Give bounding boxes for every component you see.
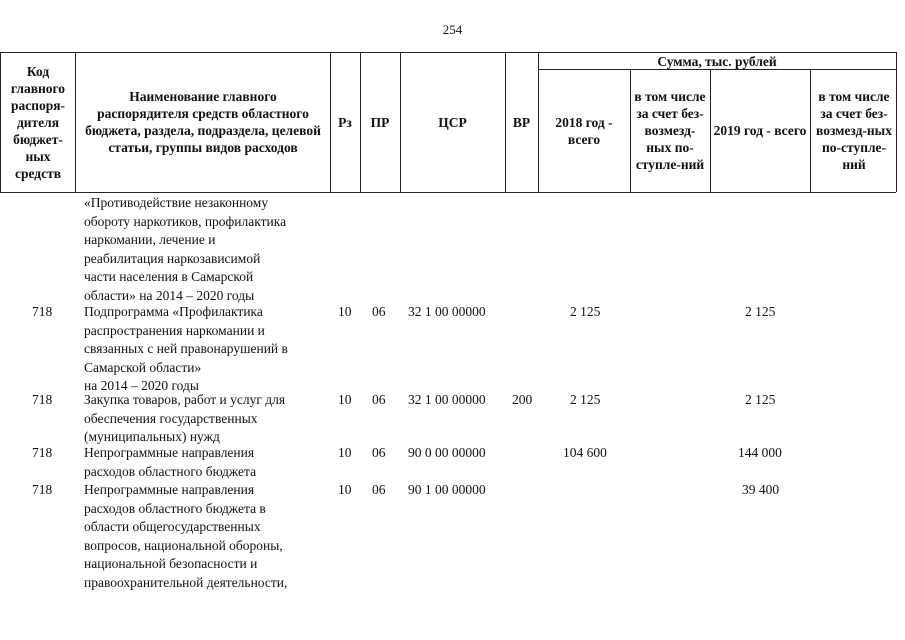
header-2019: 2019 год - всего — [713, 123, 807, 138]
row-sum-2019: 144 000 — [738, 445, 782, 460]
divider — [896, 52, 897, 192]
row-vr: 200 — [512, 392, 533, 407]
divider — [630, 69, 631, 192]
row-csr: 90 0 00 00000 — [408, 445, 486, 460]
divider — [810, 69, 811, 192]
row-code: 718 — [32, 392, 53, 407]
row-rz: 10 — [338, 445, 352, 460]
header-code: Код главного распоря-дителя бюджет-ных средств — [10, 63, 66, 181]
row-code: 718 — [32, 304, 53, 319]
row-rz: 10 — [338, 392, 352, 407]
row-name: Непрограммные направления расходов областного бюджета в области общегосударственных вопросов, национальной обороны, национальной безопасности и правоохранительной деятельности, — [84, 482, 288, 590]
divider — [75, 52, 76, 192]
row-name: Подпрограмма «Профилактика распространения наркомании и связанных с ней правонарушений в Самарской области» на 2014 – 2020 годы — [84, 304, 288, 393]
row-pr: 06 — [372, 304, 386, 319]
row-csr: 90 1 00 00000 — [408, 482, 486, 497]
row-code: 718 — [32, 482, 53, 497]
row-rz: 10 — [338, 304, 352, 319]
row-sum-2018: 2 125 — [570, 304, 601, 319]
header-rz: Рз — [338, 114, 352, 130]
row-csr: 32 1 00 00000 — [408, 304, 486, 319]
header-csr: ЦСР — [438, 114, 467, 130]
row-sum-2019: 39 400 — [742, 482, 780, 497]
page-number: 254 — [442, 22, 463, 37]
divider — [0, 52, 1, 192]
header-incl-2018: в том числе за счет без-возмезд-ных по-ступле-ний — [634, 89, 706, 172]
row-name: Непрограммные направления расходов областного бюджета — [84, 445, 257, 479]
row-sum-2018: 104 600 — [563, 445, 607, 460]
row-sum-2019: 2 125 — [745, 304, 776, 319]
row-name: «Противодействие незаконному обороту наркотиков, профилактика наркомании, лечение и реабилитация наркозависимой части населения в Самарской области» на 2014 – 2020 годы — [84, 195, 287, 303]
row-rz: 10 — [338, 482, 352, 497]
header-2018: 2018 год - всего — [555, 114, 613, 147]
row-sum-2019: 2 125 — [745, 392, 776, 407]
header-vr: ВР — [512, 114, 531, 130]
row-pr: 06 — [372, 445, 386, 460]
row-pr: 06 — [372, 392, 386, 407]
row-code: 718 — [32, 445, 53, 460]
row-sum-2018: 2 125 — [570, 392, 601, 407]
header-sum: Сумма, тыс. рублей — [657, 53, 777, 69]
divider — [710, 69, 711, 192]
row-name: Закупка товаров, работ и услуг для обеспечения государственных (муниципальных) нужд — [84, 392, 286, 444]
header-name: Наименование главного распорядителя средств областного бюджета, раздела, подраздела, целевой статьи, группы видов расходов — [85, 89, 321, 155]
divider — [538, 52, 539, 192]
header-pr: ПР — [370, 114, 390, 130]
row-csr: 32 1 00 00000 — [408, 392, 486, 407]
header-incl-2019: в том числе за счет без-возмезд-ных по-ступле-ний — [816, 89, 892, 172]
row-pr: 06 — [372, 482, 386, 497]
